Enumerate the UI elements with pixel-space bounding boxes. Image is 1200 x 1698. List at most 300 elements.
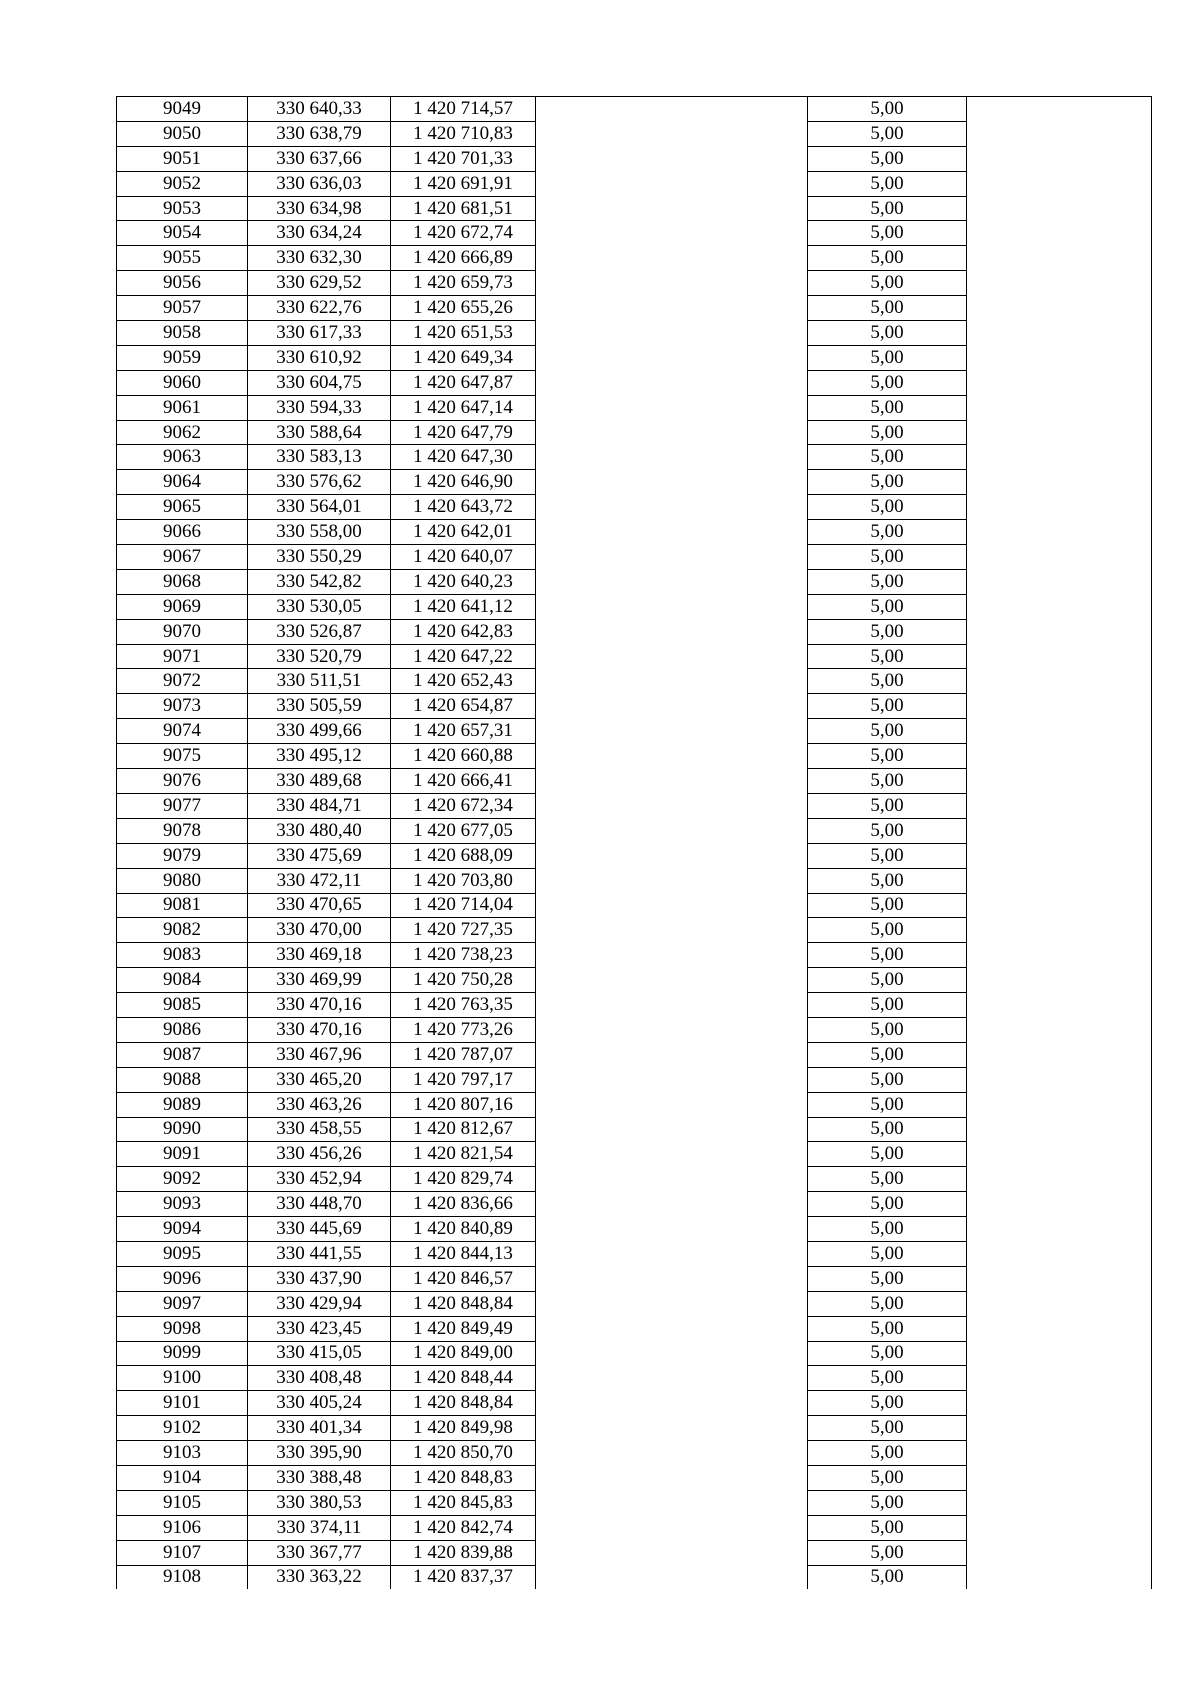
empty-cell — [536, 1391, 808, 1416]
y-coordinate-cell: 1 420 750,28 — [391, 968, 536, 993]
point-number-cell: 9097 — [117, 1291, 248, 1316]
point-number-cell: 9069 — [117, 594, 248, 619]
y-coordinate-cell: 1 420 848,84 — [391, 1391, 536, 1416]
x-coordinate-cell: 330 583,13 — [248, 445, 391, 470]
table-row — [117, 1067, 1152, 1092]
empty-cell — [967, 843, 1152, 868]
table-row — [117, 943, 1152, 968]
x-coordinate-cell: 330 604,75 — [248, 370, 391, 395]
table-row — [117, 395, 1152, 420]
point-number-cell: 9099 — [117, 1341, 248, 1366]
empty-cell — [967, 520, 1152, 545]
empty-cell — [536, 1192, 808, 1217]
value-cell: 5,00 — [808, 321, 967, 346]
x-coordinate-cell: 330 617,33 — [248, 321, 391, 346]
point-number-cell: 9054 — [117, 221, 248, 246]
point-number-cell: 9078 — [117, 818, 248, 843]
value-cell: 5,00 — [808, 1067, 967, 1092]
point-number-cell: 9060 — [117, 370, 248, 395]
point-number-cell: 9108 — [117, 1565, 248, 1589]
point-number-cell: 9091 — [117, 1142, 248, 1167]
table-row — [117, 769, 1152, 794]
value-cell: 5,00 — [808, 993, 967, 1018]
empty-cell — [536, 1540, 808, 1565]
empty-cell — [967, 594, 1152, 619]
x-coordinate-cell: 330 395,90 — [248, 1441, 391, 1466]
value-cell: 5,00 — [808, 719, 967, 744]
y-coordinate-cell: 1 420 710,83 — [391, 121, 536, 146]
y-coordinate-cell: 1 420 738,23 — [391, 943, 536, 968]
empty-cell — [536, 97, 808, 122]
point-number-cell: 9077 — [117, 793, 248, 818]
empty-cell — [967, 370, 1152, 395]
value-cell: 5,00 — [808, 893, 967, 918]
y-coordinate-cell: 1 420 691,91 — [391, 171, 536, 196]
table-row — [117, 619, 1152, 644]
empty-cell — [536, 1117, 808, 1142]
table-row — [117, 1117, 1152, 1142]
empty-cell — [536, 943, 808, 968]
value-cell: 5,00 — [808, 769, 967, 794]
x-coordinate-cell: 330 475,69 — [248, 843, 391, 868]
point-number-cell: 9082 — [117, 918, 248, 943]
y-coordinate-cell: 1 420 640,07 — [391, 545, 536, 570]
table-row — [117, 1366, 1152, 1391]
x-coordinate-cell: 330 629,52 — [248, 271, 391, 296]
point-number-cell: 9057 — [117, 296, 248, 321]
y-coordinate-cell: 1 420 807,16 — [391, 1092, 536, 1117]
empty-cell — [967, 1441, 1152, 1466]
table-row — [117, 1465, 1152, 1490]
x-coordinate-cell: 330 367,77 — [248, 1540, 391, 1565]
empty-cell — [967, 146, 1152, 171]
y-coordinate-cell: 1 420 848,83 — [391, 1465, 536, 1490]
x-coordinate-cell: 330 542,82 — [248, 569, 391, 594]
value-cell: 5,00 — [808, 868, 967, 893]
point-number-cell: 9092 — [117, 1167, 248, 1192]
y-coordinate-cell: 1 420 727,35 — [391, 918, 536, 943]
empty-cell — [536, 171, 808, 196]
point-number-cell: 9055 — [117, 246, 248, 271]
empty-cell — [967, 1316, 1152, 1341]
x-coordinate-cell: 330 480,40 — [248, 818, 391, 843]
x-coordinate-cell: 330 363,22 — [248, 1565, 391, 1589]
empty-cell — [967, 918, 1152, 943]
point-number-cell: 9088 — [117, 1067, 248, 1092]
table-row — [117, 993, 1152, 1018]
y-coordinate-cell: 1 420 839,88 — [391, 1540, 536, 1565]
y-coordinate-cell: 1 420 643,72 — [391, 495, 536, 520]
value-cell: 5,00 — [808, 246, 967, 271]
point-number-cell: 9058 — [117, 321, 248, 346]
empty-cell — [967, 495, 1152, 520]
y-coordinate-cell: 1 420 642,83 — [391, 619, 536, 644]
y-coordinate-cell: 1 420 836,66 — [391, 1192, 536, 1217]
point-number-cell: 9062 — [117, 420, 248, 445]
empty-cell — [536, 1042, 808, 1067]
table-row — [117, 1017, 1152, 1042]
table-row — [117, 345, 1152, 370]
table-row — [117, 569, 1152, 594]
empty-cell — [967, 993, 1152, 1018]
x-coordinate-cell: 330 610,92 — [248, 345, 391, 370]
x-coordinate-cell: 330 437,90 — [248, 1266, 391, 1291]
value-cell: 5,00 — [808, 1341, 967, 1366]
point-number-cell: 9067 — [117, 545, 248, 570]
value-cell: 5,00 — [808, 1217, 967, 1242]
value-cell: 5,00 — [808, 1291, 967, 1316]
value-cell: 5,00 — [808, 395, 967, 420]
y-coordinate-cell: 1 420 647,30 — [391, 445, 536, 470]
empty-cell — [967, 271, 1152, 296]
table-row — [117, 644, 1152, 669]
empty-cell — [536, 445, 808, 470]
point-number-cell: 9085 — [117, 993, 248, 1018]
point-number-cell: 9107 — [117, 1540, 248, 1565]
point-number-cell: 9053 — [117, 196, 248, 221]
y-coordinate-cell: 1 420 681,51 — [391, 196, 536, 221]
table-row — [117, 1192, 1152, 1217]
point-number-cell: 9095 — [117, 1241, 248, 1266]
empty-cell — [967, 345, 1152, 370]
empty-cell — [536, 719, 808, 744]
table-row — [117, 868, 1152, 893]
value-cell: 5,00 — [808, 744, 967, 769]
value-cell: 5,00 — [808, 843, 967, 868]
empty-cell — [967, 1042, 1152, 1067]
empty-cell — [536, 1316, 808, 1341]
empty-cell — [536, 1017, 808, 1042]
empty-cell — [967, 296, 1152, 321]
x-coordinate-cell: 330 415,05 — [248, 1341, 391, 1366]
y-coordinate-cell: 1 420 763,35 — [391, 993, 536, 1018]
value-cell: 5,00 — [808, 445, 967, 470]
empty-cell — [967, 1067, 1152, 1092]
table-row — [117, 495, 1152, 520]
value-cell: 5,00 — [808, 694, 967, 719]
empty-cell — [536, 818, 808, 843]
point-number-cell: 9079 — [117, 843, 248, 868]
table-row — [117, 420, 1152, 445]
y-coordinate-cell: 1 420 651,53 — [391, 321, 536, 346]
x-coordinate-cell: 330 634,98 — [248, 196, 391, 221]
x-coordinate-cell: 330 401,34 — [248, 1416, 391, 1441]
empty-cell — [536, 569, 808, 594]
point-number-cell: 9094 — [117, 1217, 248, 1242]
value-cell: 5,00 — [808, 1316, 967, 1341]
table-row — [117, 97, 1152, 122]
y-coordinate-cell: 1 420 848,44 — [391, 1366, 536, 1391]
table-row — [117, 1266, 1152, 1291]
y-coordinate-cell: 1 420 672,74 — [391, 221, 536, 246]
y-coordinate-cell: 1 420 646,90 — [391, 470, 536, 495]
empty-cell — [967, 321, 1152, 346]
table-row — [117, 1167, 1152, 1192]
value-cell: 5,00 — [808, 1416, 967, 1441]
point-number-cell: 9052 — [117, 171, 248, 196]
empty-cell — [536, 1217, 808, 1242]
table-row — [117, 146, 1152, 171]
empty-cell — [967, 1117, 1152, 1142]
x-coordinate-cell: 330 380,53 — [248, 1490, 391, 1515]
y-coordinate-cell: 1 420 701,33 — [391, 146, 536, 171]
point-number-cell: 9102 — [117, 1416, 248, 1441]
empty-cell — [967, 1391, 1152, 1416]
empty-cell — [967, 968, 1152, 993]
y-coordinate-cell: 1 420 837,37 — [391, 1565, 536, 1589]
value-cell: 5,00 — [808, 1441, 967, 1466]
y-coordinate-cell: 1 420 659,73 — [391, 271, 536, 296]
empty-cell — [967, 221, 1152, 246]
table-row — [117, 669, 1152, 694]
point-number-cell: 9074 — [117, 719, 248, 744]
x-coordinate-cell: 330 622,76 — [248, 296, 391, 321]
value-cell: 5,00 — [808, 1515, 967, 1540]
empty-cell — [967, 395, 1152, 420]
y-coordinate-cell: 1 420 654,87 — [391, 694, 536, 719]
empty-cell — [536, 470, 808, 495]
table-row — [117, 121, 1152, 146]
y-coordinate-cell: 1 420 647,87 — [391, 370, 536, 395]
table-row — [117, 271, 1152, 296]
point-number-cell: 9066 — [117, 520, 248, 545]
x-coordinate-cell: 330 405,24 — [248, 1391, 391, 1416]
empty-cell — [536, 271, 808, 296]
value-cell: 5,00 — [808, 1192, 967, 1217]
x-coordinate-cell: 330 634,24 — [248, 221, 391, 246]
value-cell: 5,00 — [808, 495, 967, 520]
x-coordinate-cell: 330 469,18 — [248, 943, 391, 968]
point-number-cell: 9056 — [117, 271, 248, 296]
empty-cell — [536, 868, 808, 893]
y-coordinate-cell: 1 420 655,26 — [391, 296, 536, 321]
value-cell: 5,00 — [808, 793, 967, 818]
value-cell: 5,00 — [808, 943, 967, 968]
empty-cell — [536, 993, 808, 1018]
empty-cell — [967, 793, 1152, 818]
empty-cell — [967, 1167, 1152, 1192]
x-coordinate-cell: 330 408,48 — [248, 1366, 391, 1391]
value-cell: 5,00 — [808, 171, 967, 196]
point-number-cell: 9106 — [117, 1515, 248, 1540]
y-coordinate-cell: 1 420 848,84 — [391, 1291, 536, 1316]
y-coordinate-cell: 1 420 714,57 — [391, 97, 536, 122]
empty-cell — [967, 694, 1152, 719]
x-coordinate-cell: 330 374,11 — [248, 1515, 391, 1540]
value-cell: 5,00 — [808, 1540, 967, 1565]
y-coordinate-cell: 1 420 642,01 — [391, 520, 536, 545]
value-cell: 5,00 — [808, 1465, 967, 1490]
point-number-cell: 9101 — [117, 1391, 248, 1416]
empty-cell — [967, 246, 1152, 271]
value-cell: 5,00 — [808, 644, 967, 669]
empty-cell — [536, 321, 808, 346]
empty-cell — [536, 121, 808, 146]
empty-cell — [536, 769, 808, 794]
empty-cell — [967, 943, 1152, 968]
table-row — [117, 1515, 1152, 1540]
point-number-cell: 9061 — [117, 395, 248, 420]
point-number-cell: 9098 — [117, 1316, 248, 1341]
table-row — [117, 1565, 1152, 1589]
y-coordinate-cell: 1 420 842,74 — [391, 1515, 536, 1540]
y-coordinate-cell: 1 420 640,23 — [391, 569, 536, 594]
empty-cell — [536, 495, 808, 520]
empty-cell — [536, 1465, 808, 1490]
empty-cell — [536, 594, 808, 619]
x-coordinate-cell: 330 458,55 — [248, 1117, 391, 1142]
empty-cell — [967, 121, 1152, 146]
y-coordinate-cell: 1 420 849,49 — [391, 1316, 536, 1341]
y-coordinate-cell: 1 420 773,26 — [391, 1017, 536, 1042]
table-row — [117, 296, 1152, 321]
point-number-cell: 9073 — [117, 694, 248, 719]
value-cell: 5,00 — [808, 1092, 967, 1117]
point-number-cell: 9104 — [117, 1465, 248, 1490]
empty-cell — [967, 669, 1152, 694]
point-number-cell: 9051 — [117, 146, 248, 171]
x-coordinate-cell: 330 429,94 — [248, 1291, 391, 1316]
empty-cell — [536, 893, 808, 918]
x-coordinate-cell: 330 564,01 — [248, 495, 391, 520]
empty-cell — [536, 196, 808, 221]
value-cell: 5,00 — [808, 545, 967, 570]
empty-cell — [536, 420, 808, 445]
empty-cell — [536, 1366, 808, 1391]
table-row — [117, 1316, 1152, 1341]
point-number-cell: 9090 — [117, 1117, 248, 1142]
table-row — [117, 221, 1152, 246]
empty-cell — [536, 1565, 808, 1589]
y-coordinate-cell: 1 420 849,00 — [391, 1341, 536, 1366]
empty-cell — [967, 420, 1152, 445]
point-number-cell: 9050 — [117, 121, 248, 146]
value-cell: 5,00 — [808, 146, 967, 171]
table-row — [117, 719, 1152, 744]
y-coordinate-cell: 1 420 787,07 — [391, 1042, 536, 1067]
empty-cell — [536, 246, 808, 271]
x-coordinate-cell: 330 441,55 — [248, 1241, 391, 1266]
y-coordinate-cell: 1 420 812,67 — [391, 1117, 536, 1142]
empty-cell — [536, 1266, 808, 1291]
table-row — [117, 1291, 1152, 1316]
empty-cell — [967, 1490, 1152, 1515]
x-coordinate-cell: 330 520,79 — [248, 644, 391, 669]
value-cell: 5,00 — [808, 271, 967, 296]
empty-cell — [967, 619, 1152, 644]
empty-cell — [967, 719, 1152, 744]
empty-cell — [967, 569, 1152, 594]
x-coordinate-cell: 330 445,69 — [248, 1217, 391, 1242]
table-row — [117, 520, 1152, 545]
table-row — [117, 744, 1152, 769]
x-coordinate-cell: 330 499,66 — [248, 719, 391, 744]
value-cell: 5,00 — [808, 97, 967, 122]
table-row — [117, 1540, 1152, 1565]
point-number-cell: 9093 — [117, 1192, 248, 1217]
y-coordinate-cell: 1 420 652,43 — [391, 669, 536, 694]
y-coordinate-cell: 1 420 703,80 — [391, 868, 536, 893]
point-number-cell: 9064 — [117, 470, 248, 495]
point-number-cell: 9076 — [117, 769, 248, 794]
table-row — [117, 1042, 1152, 1067]
empty-cell — [536, 1416, 808, 1441]
empty-cell — [536, 1067, 808, 1092]
value-cell: 5,00 — [808, 221, 967, 246]
x-coordinate-cell: 330 423,45 — [248, 1316, 391, 1341]
point-number-cell: 9068 — [117, 569, 248, 594]
value-cell: 5,00 — [808, 196, 967, 221]
empty-cell — [967, 1241, 1152, 1266]
value-cell: 5,00 — [808, 121, 967, 146]
empty-cell — [536, 221, 808, 246]
x-coordinate-cell: 330 588,64 — [248, 420, 391, 445]
empty-cell — [536, 619, 808, 644]
empty-cell — [967, 1092, 1152, 1117]
value-cell: 5,00 — [808, 1117, 967, 1142]
value-cell: 5,00 — [808, 1490, 967, 1515]
empty-cell — [536, 1092, 808, 1117]
table-row — [117, 1241, 1152, 1266]
y-coordinate-cell: 1 420 660,88 — [391, 744, 536, 769]
empty-cell — [536, 1167, 808, 1192]
value-cell: 5,00 — [808, 370, 967, 395]
empty-cell — [536, 843, 808, 868]
x-coordinate-cell: 330 467,96 — [248, 1042, 391, 1067]
y-coordinate-cell: 1 420 845,83 — [391, 1490, 536, 1515]
empty-cell — [536, 918, 808, 943]
empty-cell — [967, 893, 1152, 918]
empty-cell — [536, 1341, 808, 1366]
x-coordinate-cell: 330 470,65 — [248, 893, 391, 918]
x-coordinate-cell: 330 594,33 — [248, 395, 391, 420]
empty-cell — [536, 1241, 808, 1266]
x-coordinate-cell: 330 495,12 — [248, 744, 391, 769]
value-cell: 5,00 — [808, 968, 967, 993]
point-number-cell: 9086 — [117, 1017, 248, 1042]
x-coordinate-cell: 330 388,48 — [248, 1465, 391, 1490]
point-number-cell: 9080 — [117, 868, 248, 893]
table-row — [117, 918, 1152, 943]
empty-cell — [967, 818, 1152, 843]
empty-cell — [967, 445, 1152, 470]
y-coordinate-cell: 1 420 797,17 — [391, 1067, 536, 1092]
x-coordinate-cell: 330 489,68 — [248, 769, 391, 794]
table-row — [117, 694, 1152, 719]
table-row — [117, 843, 1152, 868]
empty-cell — [967, 470, 1152, 495]
empty-cell — [967, 868, 1152, 893]
value-cell: 5,00 — [808, 1366, 967, 1391]
y-coordinate-cell: 1 420 647,79 — [391, 420, 536, 445]
y-coordinate-cell: 1 420 677,05 — [391, 818, 536, 843]
value-cell: 5,00 — [808, 1391, 967, 1416]
table-row — [117, 1341, 1152, 1366]
empty-cell — [967, 1142, 1152, 1167]
point-number-cell: 9083 — [117, 943, 248, 968]
empty-cell — [536, 345, 808, 370]
table-row — [117, 893, 1152, 918]
point-number-cell: 9096 — [117, 1266, 248, 1291]
empty-cell — [967, 1565, 1152, 1589]
x-coordinate-cell: 330 470,16 — [248, 993, 391, 1018]
point-number-cell: 9103 — [117, 1441, 248, 1466]
table-row — [117, 1490, 1152, 1515]
x-coordinate-cell: 330 530,05 — [248, 594, 391, 619]
value-cell: 5,00 — [808, 1565, 967, 1589]
value-cell: 5,00 — [808, 1266, 967, 1291]
value-cell: 5,00 — [808, 345, 967, 370]
